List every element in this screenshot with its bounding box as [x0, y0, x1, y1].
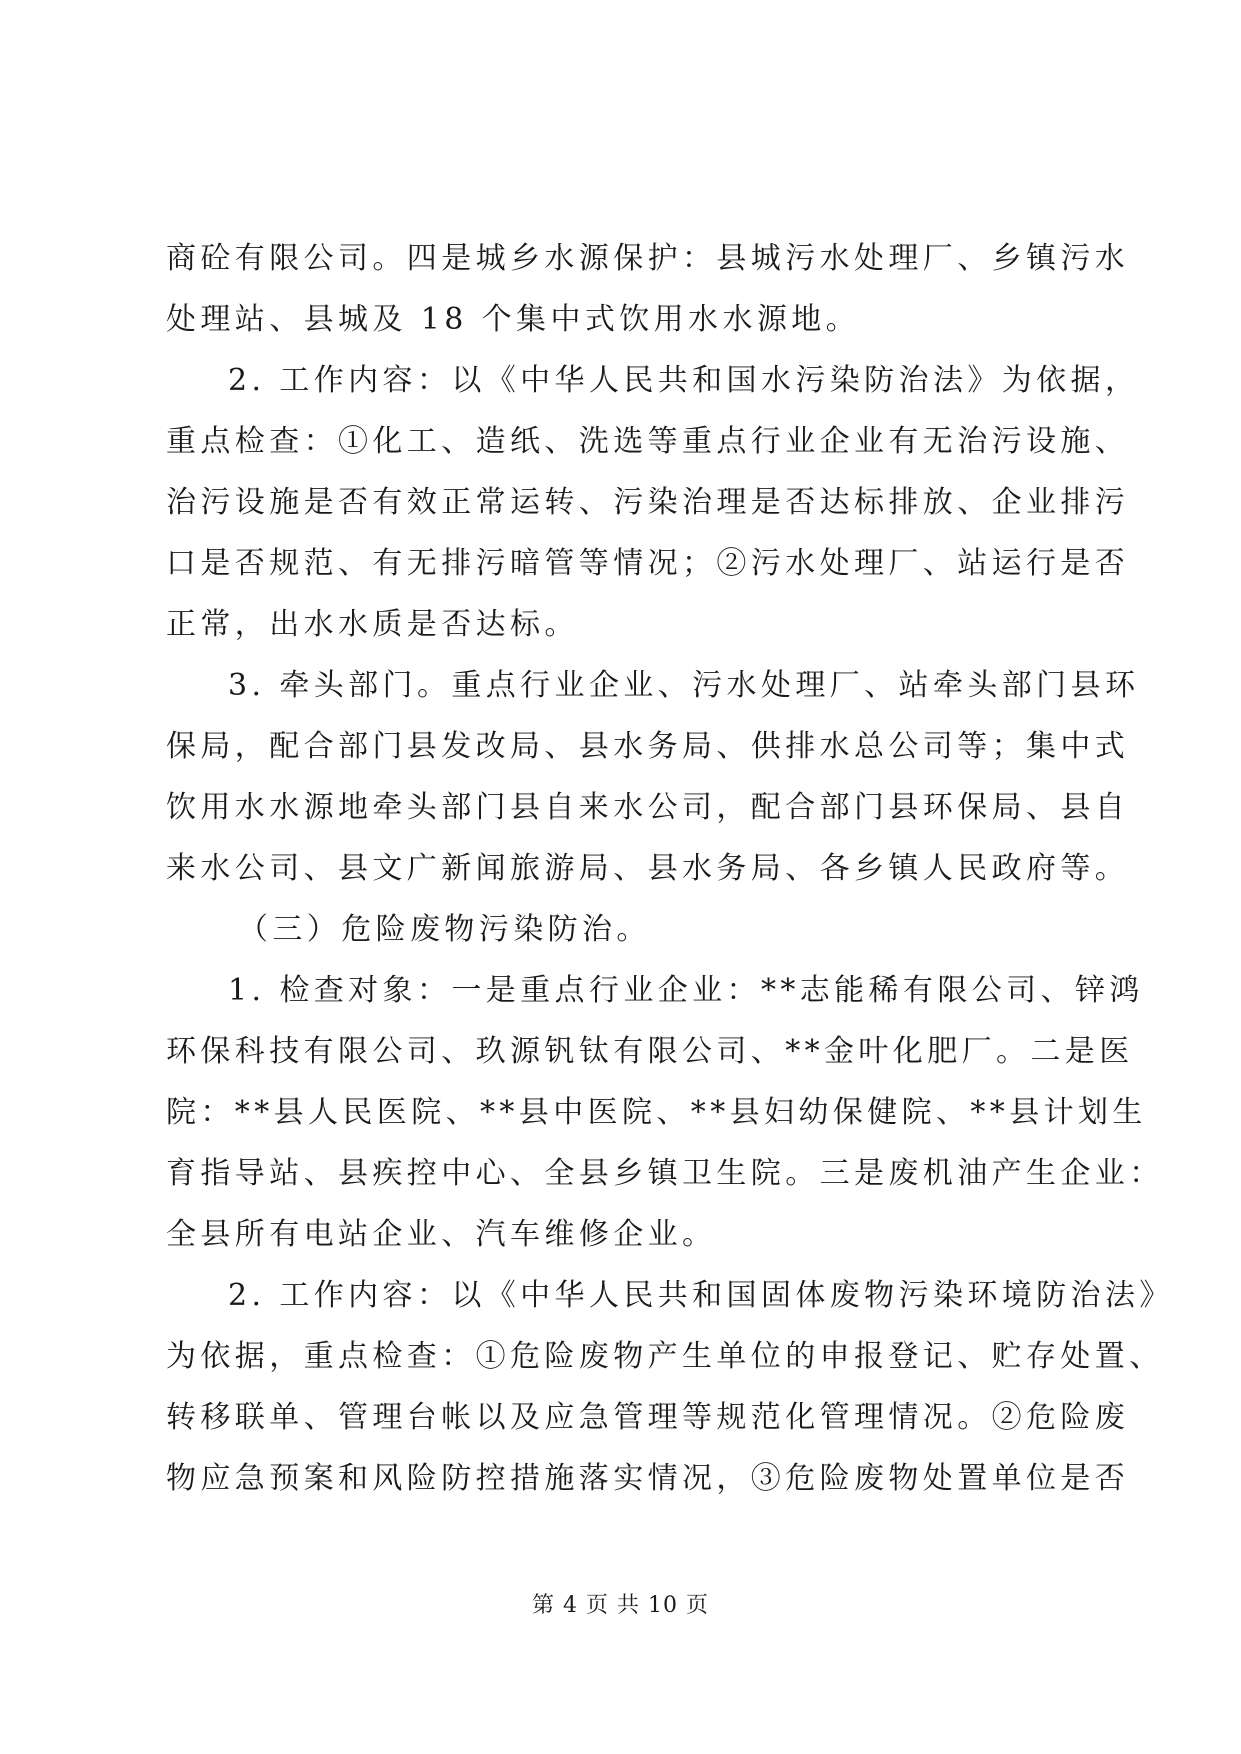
text-line: 为依据，重点检查：①危险废物产生单位的申报登记、贮存处置、: [166, 1339, 1164, 1374]
text-line: 商砼有限公司。四是城乡水源保护：县城污水处理厂、乡镇污水: [166, 241, 1130, 276]
document-body: [166, 228, 1174, 1509]
text-line: 治污设施是否有效正常运转、污染治理是否达标排放、企业排污: [166, 485, 1130, 520]
text-line: 来水公司、县文广新闻旅游局、县水务局、各乡镇人民政府等。: [166, 851, 1130, 886]
text-line: 饮用水水源地牵头部门县自来水公司，配合部门县环保局、县自: [166, 790, 1130, 825]
paragraph-start: 1. 检查对象：一是重点行业企业：**志能稀有限公司、锌鸿: [228, 973, 1144, 1008]
text-line: 保局，配合部门县发改局、县水务局、供排水总公司等；集中式: [166, 729, 1130, 764]
page-number-footer: 第 4 页 共 10 页: [532, 1593, 709, 1618]
text-line: 环保科技有限公司、玖源钒钛有限公司、**金叶化肥厂。二是医: [166, 1034, 1134, 1069]
text-line: 育指导站、县疾控中心、全县乡镇卫生院。三是废机油产生企业：: [166, 1156, 1164, 1191]
text-line: 物应急预案和风险防控措施落实情况，③危险废物处置单位是否: [166, 1461, 1130, 1496]
text-line: 处理站、县城及 18 个集中式饮用水水源地。: [166, 302, 861, 337]
text-line: 院：**县人民医院、**县中医院、**县妇幼保健院、**县计划生: [166, 1095, 1147, 1130]
text-line: 口是否规范、有无排污暗管等情况；②污水处理厂、站运行是否: [166, 546, 1130, 581]
section-heading: （三）危险废物污染防治。: [238, 912, 651, 947]
paragraph-start: 3. 牵头部门。重点行业企业、污水处理厂、站牵头部门县环: [228, 668, 1140, 703]
text-line: 全县所有电站企业、汽车维修企业。: [166, 1217, 717, 1252]
text-line: 正常，出水水质是否达标。: [166, 607, 579, 642]
text-line: 重点检查：①化工、造纸、洗选等重点行业企业有无治污设施、: [166, 424, 1130, 459]
paragraph-start: 2. 工作内容：以《中华人民共和国固体废物污染环境防治法》: [228, 1278, 1174, 1313]
paragraph-start: 2. 工作内容：以《中华人民共和国水污染防治法》为依据，: [228, 363, 1140, 398]
text-line: 转移联单、管理台帐以及应急管理等规范化管理情况。②危险废: [166, 1400, 1130, 1435]
